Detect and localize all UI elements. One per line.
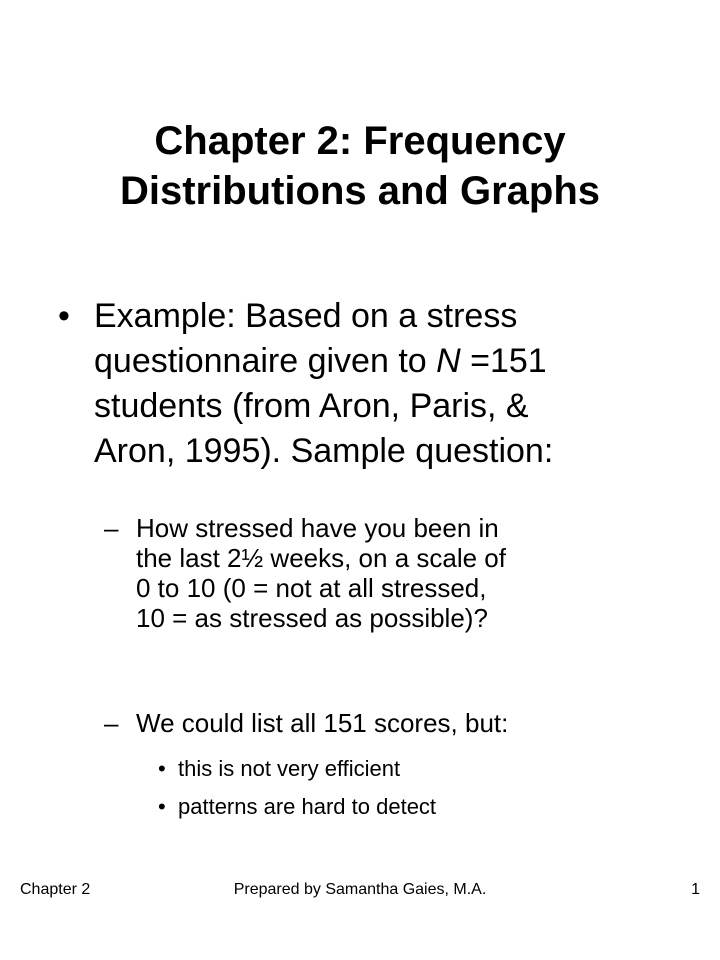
dash-marker: – [104,513,119,543]
footer-page-number: 1 [691,881,700,898]
sub-sub-item-text: patterns are hard to detect [178,794,437,819]
main-bullet-line-3: students (from Aron, Paris, & [94,387,529,425]
sub-item-line-1: How stressed have you been in [136,513,499,543]
sub-sub-item-text: this is not very efficient [178,756,401,781]
footer-chapter: Chapter 2 [20,881,91,898]
main-bullet-text [94,294,694,474]
sub-item-line-1: We could list all 151 scores, but: [136,708,509,738]
bullet-marker: • [58,297,70,335]
footer-author: Prepared by Samantha Gaies, M.A. [233,881,487,898]
bullet-marker: • [158,756,166,781]
sub-item-text [136,513,696,633]
sub-item-line-3: 0 to 10 (0 = not at all stressed, [136,573,487,603]
main-bullet-line-4: Aron, 1995). Sample question: [94,432,554,470]
sub-item-line-4: 10 = as stressed as possible)? [136,603,488,633]
bullet-marker: • [158,794,166,819]
sub-item-line-2: the last 2½ weeks, on a scale of [136,543,506,573]
slide-title [40,116,680,216]
sub-item-text [136,708,696,738]
main-bullet-line-2: questionnaire given to N =151 [94,342,547,380]
title-line-1: Chapter 2: Frequency [154,119,566,163]
variable-n: N [436,342,461,380]
title-line-2: Distributions and Graphs [119,169,601,213]
main-bullet-line-1: Example: Based on a stress [94,297,518,335]
dash-marker: – [104,708,119,738]
